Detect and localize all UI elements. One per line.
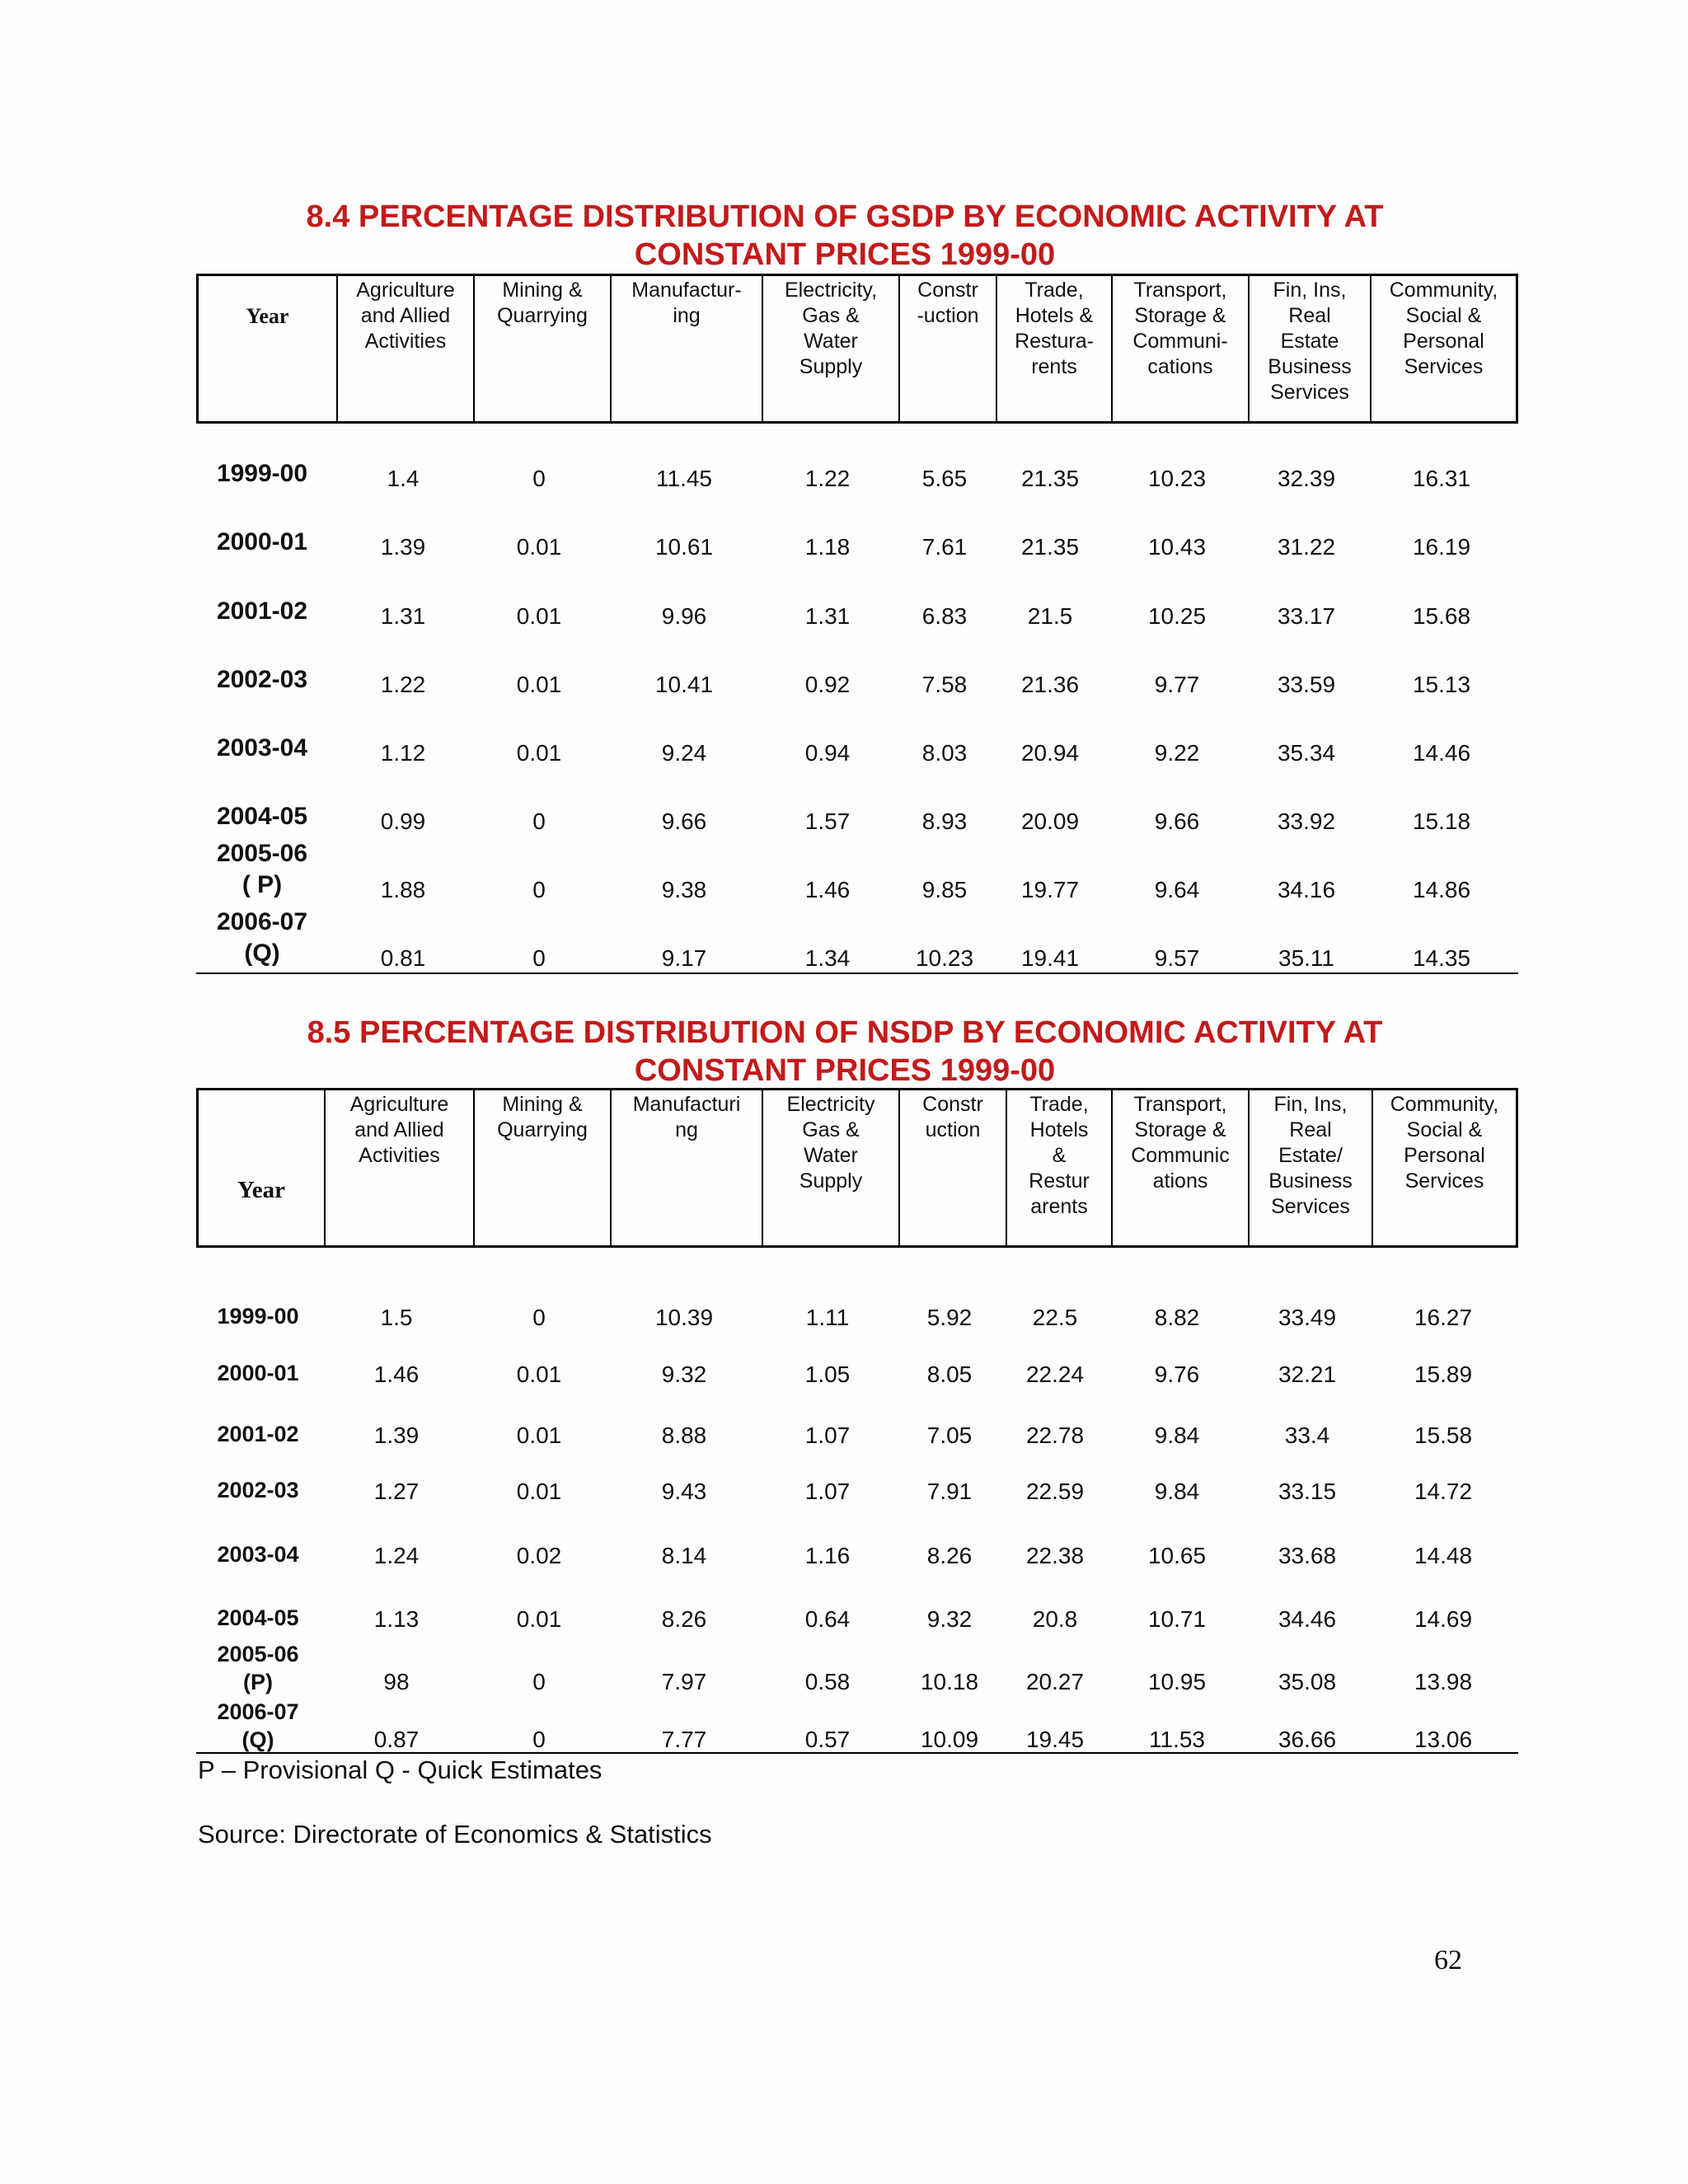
year-suffix: (Q): [241, 1727, 274, 1752]
year-label: 2003-04: [217, 1542, 299, 1567]
value-cell: 20.94: [1020, 740, 1080, 766]
value-cell: 10.41: [654, 672, 714, 697]
value-cell: 0.02: [516, 1543, 562, 1568]
value-cell: 0.81: [380, 945, 426, 971]
value-cell: 10.61: [654, 534, 714, 560]
table1-header-electricity: Electricity, Gas & Water Supply: [762, 276, 898, 421]
value-cell: 0.01: [516, 740, 562, 766]
value-cell: 7.61: [921, 534, 968, 560]
table2-title: [198, 1014, 1492, 1090]
value-cell: 9.57: [1154, 945, 1200, 971]
value-cell: 0.87: [373, 1727, 420, 1752]
value-cell: 9.17: [661, 945, 707, 971]
value-cell: 33.15: [1278, 1479, 1337, 1504]
value-cell: 0.57: [804, 1727, 851, 1752]
table1-header-mining: Mining & Quarrying: [473, 276, 610, 421]
table1-bottom-rule: [196, 972, 1518, 974]
value-cell: 1.22: [804, 466, 851, 491]
table1-header-transport: Transport, Storage & Communi- cations: [1111, 276, 1248, 421]
value-cell: 36.66: [1278, 1727, 1337, 1752]
value-cell: 33.49: [1278, 1305, 1337, 1330]
year-cell: [204, 458, 320, 490]
value-cell: 1.16: [804, 1543, 851, 1568]
table2-header-mining: Mining & Quarrying: [473, 1090, 610, 1245]
table2-year-header: [199, 1090, 324, 1245]
value-cell: 15.13: [1412, 672, 1471, 697]
value-cell: 16.19: [1412, 534, 1471, 560]
year-cell: [204, 801, 320, 832]
value-cell: 10.43: [1147, 534, 1207, 560]
value-cell: 9.66: [1154, 808, 1200, 834]
table1-header-trade: Trade, Hotels & Restura- rents: [996, 276, 1111, 421]
year-label: 2002-03: [217, 1478, 299, 1502]
value-cell: 33.17: [1277, 603, 1336, 629]
value-cell: 1.39: [373, 1422, 420, 1448]
value-cell: 20.8: [1032, 1606, 1078, 1632]
value-cell: 7.77: [661, 1727, 707, 1752]
value-cell: 0: [532, 466, 546, 491]
value-cell: 7.05: [926, 1422, 973, 1448]
value-cell: 1.12: [380, 740, 426, 766]
value-cell: 10.39: [654, 1305, 714, 1330]
table1-header-finance: Fin, Ins, Real Estate Business Services: [1248, 276, 1370, 421]
value-cell: 1.46: [373, 1361, 420, 1387]
value-cell: 9.32: [926, 1606, 973, 1632]
value-cell: 1.07: [804, 1479, 851, 1504]
value-cell: 1.22: [380, 672, 426, 697]
value-cell: 1.11: [805, 1305, 850, 1330]
value-cell: 35.11: [1278, 945, 1334, 971]
value-cell: 32.39: [1277, 466, 1336, 491]
value-cell: 11.53: [1149, 1727, 1205, 1752]
value-cell: 21.36: [1020, 672, 1080, 697]
value-cell: 8.93: [921, 808, 968, 834]
year-label: 2006-07: [216, 908, 308, 935]
value-cell: 9.77: [1154, 672, 1200, 697]
value-cell: 22.59: [1025, 1479, 1085, 1504]
value-cell: 1.5: [380, 1305, 413, 1330]
year-cell: [204, 664, 320, 696]
value-cell: 8.14: [661, 1543, 707, 1568]
value-cell: 19.45: [1025, 1727, 1085, 1752]
table2-header-electricity: Electricity Gas & Water Supply: [762, 1090, 898, 1245]
value-cell: 14.86: [1412, 877, 1471, 902]
value-cell: 33.4: [1284, 1422, 1330, 1448]
value-cell: 0.92: [804, 672, 851, 697]
value-cell: 1.4: [387, 466, 420, 491]
value-cell: 5.65: [921, 466, 968, 491]
value-cell: 9.66: [661, 808, 707, 834]
value-cell: 7.97: [661, 1669, 707, 1694]
year-cell: [204, 838, 320, 901]
year-label: 2004-05: [217, 1605, 299, 1630]
value-cell: 7.58: [921, 672, 968, 697]
year-suffix: (Q): [244, 940, 280, 967]
value-cell: 15.68: [1412, 603, 1471, 629]
value-cell: 10.23: [915, 945, 974, 971]
value-cell: 0: [532, 1305, 546, 1330]
year-cell: [204, 1420, 312, 1448]
value-cell: 8.05: [926, 1361, 973, 1387]
year-label: 2003-04: [216, 734, 308, 762]
table1-year-header-label: Year: [246, 304, 289, 328]
year-label: 2001-02: [217, 1422, 299, 1446]
page-number: 62: [1434, 1945, 1462, 1975]
year-cell: [204, 1476, 312, 1504]
value-cell: 13.06: [1414, 1727, 1473, 1752]
value-cell: 0: [532, 1669, 546, 1694]
value-cell: 0: [532, 1727, 546, 1752]
value-cell: 10.25: [1147, 603, 1207, 629]
value-cell: 0.01: [516, 603, 562, 629]
value-cell: 14.46: [1412, 740, 1471, 766]
value-cell: 32.21: [1278, 1361, 1337, 1387]
value-cell: 8.03: [921, 740, 968, 766]
value-cell: 9.96: [661, 603, 707, 629]
value-cell: 9.84: [1154, 1422, 1200, 1448]
value-cell: 0: [532, 808, 546, 834]
value-cell: 22.38: [1025, 1543, 1085, 1568]
value-cell: 0: [532, 945, 546, 971]
value-cell: 8.88: [661, 1422, 707, 1448]
value-cell: 21.35: [1020, 466, 1080, 491]
value-cell: 14.48: [1414, 1543, 1473, 1568]
value-cell: 14.69: [1414, 1606, 1473, 1632]
value-cell: 9.85: [921, 877, 968, 902]
value-cell: 15.58: [1414, 1422, 1473, 1448]
value-cell: 9.64: [1154, 877, 1200, 902]
value-cell: 9.22: [1154, 740, 1200, 766]
year-cell: [204, 596, 320, 627]
value-cell: 0.01: [516, 672, 562, 697]
value-cell: 1.34: [804, 945, 851, 971]
year-label: 1999-00: [217, 1304, 299, 1329]
value-cell: 0.58: [804, 1669, 851, 1694]
year-cell: [204, 1359, 312, 1387]
table1-header-manufacturing: Manufactur- ing: [610, 276, 762, 421]
value-cell: 13.98: [1414, 1669, 1473, 1694]
value-cell: 1.88: [380, 877, 426, 902]
value-cell: 11.45: [656, 466, 712, 491]
value-cell: 0: [532, 877, 546, 902]
year-cell: [204, 1302, 312, 1330]
value-cell: 5.92: [926, 1305, 973, 1330]
value-cell: 0.99: [380, 808, 426, 834]
value-cell: 14.72: [1414, 1479, 1473, 1504]
value-cell: 0.01: [516, 1479, 562, 1504]
table1-title-line1: 8.4 PERCENTAGE DISTRIBUTION OF GSDP BY ECONOMIC ACTIVITY AT: [306, 199, 1384, 234]
year-label: 2005-06: [216, 840, 308, 867]
value-cell: 15.18: [1412, 808, 1471, 834]
value-cell: 19.77: [1020, 877, 1080, 902]
year-label: 2000-01: [217, 1361, 299, 1385]
value-cell: 14.35: [1412, 945, 1471, 971]
year-cell: [204, 1640, 312, 1696]
value-cell: 0.64: [804, 1606, 851, 1632]
value-cell: 1.18: [804, 534, 851, 560]
value-cell: 15.89: [1414, 1361, 1473, 1387]
table2-header-construction: Constr uction: [898, 1090, 1006, 1245]
value-cell: 1.05: [804, 1361, 851, 1387]
value-cell: 34.16: [1277, 877, 1336, 902]
table1-year-header: [199, 276, 336, 421]
source-note: Source: Directorate of Economics & Statistics: [198, 1820, 712, 1849]
value-cell: 1.24: [373, 1543, 420, 1568]
footnote: P – Provisional Q - Quick Estimates: [198, 1755, 603, 1784]
year-label: 2001-02: [216, 598, 308, 625]
table1-title: [198, 198, 1492, 274]
table2-header-transport: Transport, Storage & Communic ations: [1111, 1090, 1248, 1245]
value-cell: 10.95: [1147, 1669, 1207, 1694]
value-cell: 8.26: [926, 1543, 973, 1568]
value-cell: 33.68: [1278, 1543, 1337, 1568]
value-cell: 1.27: [373, 1479, 420, 1504]
value-cell: 35.08: [1278, 1669, 1337, 1694]
table2-header-trade: Trade, Hotels & Restur arents: [1006, 1090, 1111, 1245]
value-cell: 10.23: [1147, 466, 1207, 491]
value-cell: 9.76: [1154, 1361, 1200, 1387]
year-cell: [204, 1604, 312, 1632]
value-cell: 0.94: [804, 740, 851, 766]
year-cell: [204, 1698, 312, 1754]
value-cell: 0.01: [516, 1422, 562, 1448]
value-cell: 21.5: [1027, 603, 1073, 629]
year-label: 2005-06: [217, 1642, 299, 1666]
value-cell: 21.35: [1020, 534, 1080, 560]
year-cell: [204, 907, 320, 969]
value-cell: 1.57: [804, 808, 851, 834]
value-cell: 1.31: [804, 603, 851, 629]
value-cell: 9.38: [661, 877, 707, 902]
value-cell: 20.27: [1025, 1669, 1085, 1694]
year-suffix: ( P): [241, 871, 283, 898]
value-cell: 34.46: [1278, 1606, 1337, 1632]
value-cell: 16.27: [1414, 1305, 1473, 1330]
value-cell: 98: [383, 1669, 410, 1694]
value-cell: 10.65: [1147, 1543, 1207, 1568]
value-cell: 16.31: [1412, 466, 1471, 491]
value-cell: 1.31: [380, 603, 426, 629]
year-label: 2000-01: [216, 528, 308, 555]
value-cell: 8.26: [661, 1606, 707, 1632]
value-cell: 9.32: [661, 1361, 707, 1387]
table2-header-agriculture: Agriculture and Allied Activities: [324, 1090, 473, 1245]
table1-title-line2: CONSTANT PRICES 1999-00: [634, 237, 1056, 272]
year-cell: [204, 527, 320, 558]
value-cell: 19.41: [1020, 945, 1080, 971]
year-label: 2002-03: [216, 666, 308, 693]
table2-header-community: Community, Social & Personal Services: [1372, 1090, 1516, 1245]
value-cell: 8.82: [1154, 1305, 1200, 1330]
value-cell: 22.5: [1032, 1305, 1078, 1330]
value-cell: 7.91: [926, 1479, 973, 1504]
year-label: 2004-05: [216, 803, 308, 830]
table1-header: [196, 274, 1518, 424]
value-cell: 0.01: [516, 1606, 562, 1632]
year-label: 2006-07: [217, 1699, 299, 1724]
value-cell: 22.24: [1025, 1361, 1085, 1387]
value-cell: 35.34: [1277, 740, 1336, 766]
table1-header-agriculture: Agriculture and Allied Activities: [336, 276, 473, 421]
year-cell: [204, 733, 320, 764]
value-cell: 31.22: [1277, 534, 1336, 560]
value-cell: 10.09: [920, 1727, 979, 1752]
table2-header: [196, 1088, 1518, 1248]
value-cell: 9.43: [661, 1479, 707, 1504]
year-suffix: (P): [243, 1670, 273, 1694]
value-cell: 10.18: [920, 1669, 979, 1694]
table2-header-manufacturing: Manufacturi ng: [610, 1090, 762, 1245]
table2-title-line1: 8.5 PERCENTAGE DISTRIBUTION OF NSDP BY ECONOMIC ACTIVITY AT: [307, 1015, 1383, 1050]
value-cell: 0.01: [516, 1361, 562, 1387]
value-cell: 1.46: [804, 877, 851, 902]
value-cell: 1.13: [373, 1606, 420, 1632]
value-cell: 9.24: [661, 740, 707, 766]
year-cell: [204, 1540, 312, 1568]
value-cell: 33.92: [1277, 808, 1336, 834]
value-cell: 33.59: [1277, 672, 1336, 697]
table2-title-line2: CONSTANT PRICES 1999-00: [634, 1053, 1056, 1088]
value-cell: 9.84: [1154, 1479, 1200, 1504]
year-label: 1999-00: [216, 460, 308, 487]
value-cell: 22.78: [1025, 1422, 1085, 1448]
table2-header-finance: Fin, Ins, Real Estate/ Business Services: [1248, 1090, 1372, 1245]
value-cell: 1.39: [380, 534, 426, 560]
value-cell: 6.83: [921, 603, 968, 629]
table1-header-construction: Constr -uction: [898, 276, 996, 421]
table1-header-community: Community, Social & Personal Services: [1370, 276, 1516, 421]
value-cell: 0.01: [516, 534, 562, 560]
value-cell: 10.71: [1147, 1606, 1207, 1632]
table2-bottom-rule: [196, 1752, 1518, 1754]
value-cell: 20.09: [1020, 808, 1080, 834]
value-cell: 1.07: [804, 1422, 851, 1448]
table2-year-header-label: Year: [237, 1177, 285, 1203]
